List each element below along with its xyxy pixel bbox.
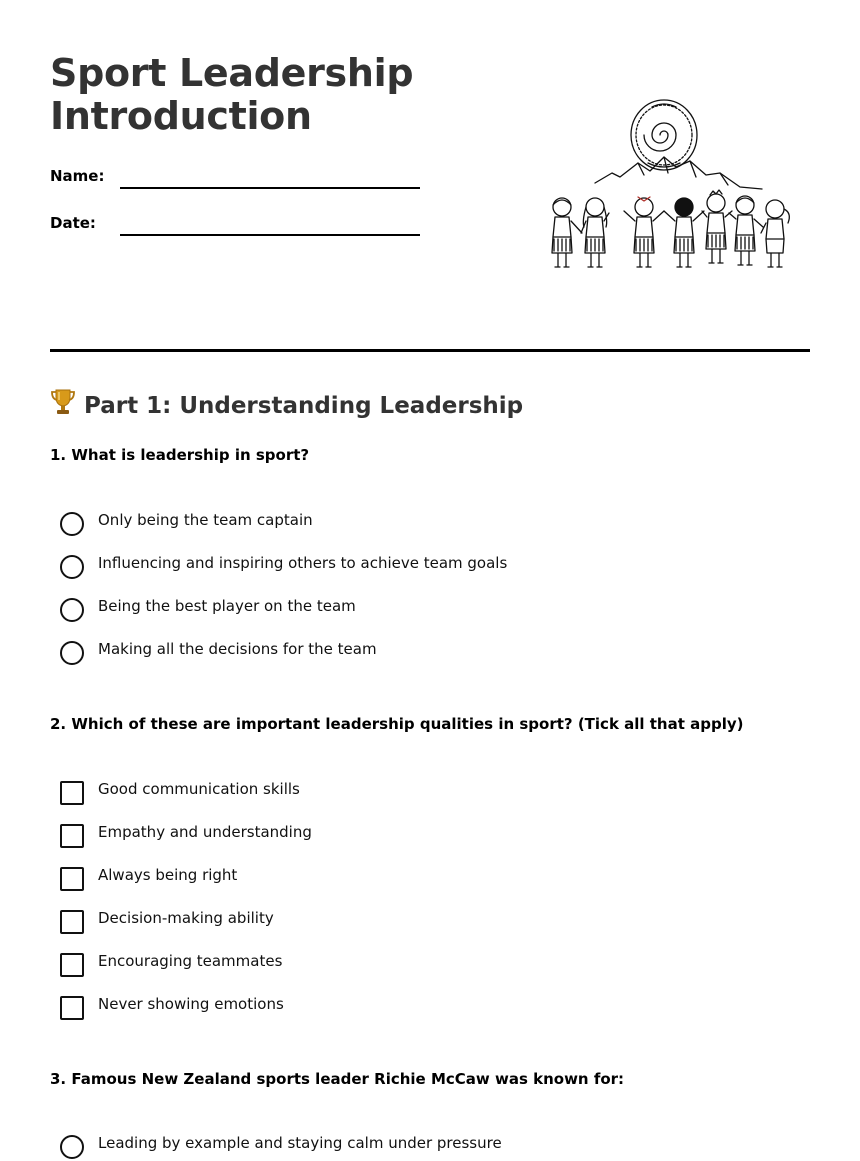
q2-option-3-checkbox[interactable] — [60, 867, 84, 891]
q2-option-4-checkbox[interactable] — [60, 910, 84, 934]
header-divider — [50, 349, 810, 352]
q2-option-5-label: Encouraging teammates — [98, 952, 283, 970]
q3-option-1-radio[interactable] — [60, 1135, 84, 1159]
q2-option-2-label: Empathy and understanding — [98, 823, 312, 841]
q1-option-4-label: Making all the decisions for the team — [98, 640, 377, 658]
q2-option-1-label: Good communication skills — [98, 780, 300, 798]
q2-option-4-label: Decision-making ability — [98, 909, 274, 927]
q1-option-2-radio[interactable] — [60, 555, 84, 579]
q1-option-1-label: Only being the team captain — [98, 511, 313, 529]
q2-option-3-label: Always being right — [98, 866, 238, 884]
q2-option-1-checkbox[interactable] — [60, 781, 84, 805]
date-field[interactable] — [50, 214, 430, 244]
date-write-line[interactable] — [120, 234, 420, 236]
section-heading-text: Part 1: Understanding Leadership — [84, 393, 524, 419]
q1-option-4-radio[interactable] — [60, 641, 84, 665]
q3-option-1-label: Leading by example and staying calm under pressure — [98, 1134, 502, 1152]
question-1: 1. What is leadership in sport? — [50, 446, 310, 464]
q2-option-2-checkbox[interactable] — [60, 824, 84, 848]
name-label: Name: — [50, 167, 105, 185]
trophy-icon — [50, 388, 76, 416]
q1-option-3-label: Being the best player on the team — [98, 597, 356, 615]
q1-option-2-label: Influencing and inspiring others to achieve team goals — [98, 554, 508, 572]
q1-option-3-radio[interactable] — [60, 598, 84, 622]
q2-option-6-label: Never showing emotions — [98, 995, 284, 1013]
q1-option-1-radio[interactable] — [60, 512, 84, 536]
name-write-line[interactable] — [120, 187, 420, 189]
question-2: 2. Which of these are important leadership qualities in sport? (Tick all that apply) — [50, 715, 744, 733]
date-label: Date: — [50, 214, 96, 232]
q2-option-6-checkbox[interactable] — [60, 996, 84, 1020]
title-line-1: Sport Leadership — [50, 51, 414, 95]
koru-mountain-children-icon — [540, 95, 800, 295]
name-field[interactable] — [50, 167, 430, 197]
title-line-2: Introduction — [50, 94, 312, 138]
page-title — [50, 52, 413, 138]
question-3: 3. Famous New Zealand sports leader Richie McCaw was known for: — [50, 1070, 625, 1088]
q2-option-5-checkbox[interactable] — [60, 953, 84, 977]
section-heading-part-1 — [50, 388, 523, 419]
